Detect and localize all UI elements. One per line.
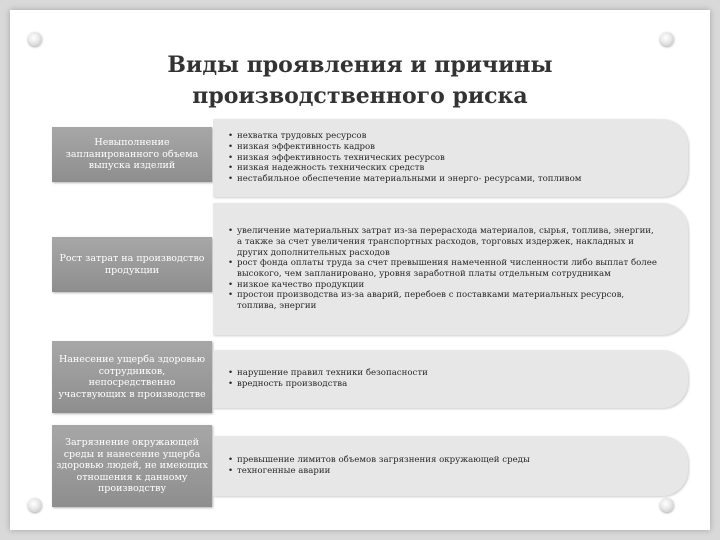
reason-item: • низкая эффективность технических ресурсов [237,153,581,164]
pin-icon [28,498,42,512]
reasons-panel [213,350,688,408]
reasons-list [227,226,658,312]
reason-item: • низкая эффективность кадров [237,142,581,153]
pin-icon [28,32,42,46]
cause-label: Нанесение ущерба здоровью сотрудников, непосредственно участвующих в производстве [58,354,206,400]
reason-item: • превышение лимитов объемов загрязнения окружающей среды [237,455,530,466]
reason-item: • техногенные аварии [237,466,530,477]
pin-icon [660,498,674,512]
pin-icon [660,32,674,46]
reason-item: • низкое качество продукции [237,280,658,291]
reason-item: • нестабильное обеспечение материальными и энерго- ресурсами, топливом [237,174,581,185]
reasons-panel [213,119,688,197]
cause-label: Невыполнение запланированного объема выпуска изделий [65,137,199,172]
slide-title [100,50,620,112]
title-line-1: Виды проявления и причины [167,52,553,78]
reasons-list [227,455,530,476]
reason-item: • рост фонда оплаты труда за счет превышения намеченной численности либо выплат более высокого, чем запланировано, уровня заработной платы отдельным сотрудникам [237,258,658,279]
reason-item: • нехватка трудовых ресурсов [237,131,581,142]
reason-item: • увеличение материальных затрат из-за перерасхода материалов, сырья, топлива, энергии, а также за счет увеличения транспортных расходов, торговых издержек, накладных и других дополнительных расходов [237,226,658,258]
title-line-2: производственного риска [192,83,528,109]
cause-label: Загрязнение окружающей среды и нанесение ущерба здоровью людей, не имеющих отношения к данному производству [56,437,208,495]
cause-label: Рост затрат на производство продукции [59,253,205,276]
reasons-list [227,131,581,185]
cause-box [52,127,212,182]
reason-item: • простои производства из-за аварий, перебоев с поставками материальных ресурсов, топлива, энергии [237,290,658,311]
reason-item: • вредность производства [237,379,428,390]
reasons-panel [213,436,688,496]
cause-box [52,341,212,413]
reason-item: • низкая надежность технических средств [237,163,581,174]
cause-box [52,425,212,507]
cause-box [52,237,212,292]
reasons-panel [213,203,688,335]
reason-item: • нарушение правил техники безопасности [237,368,428,379]
reasons-list [227,368,428,389]
